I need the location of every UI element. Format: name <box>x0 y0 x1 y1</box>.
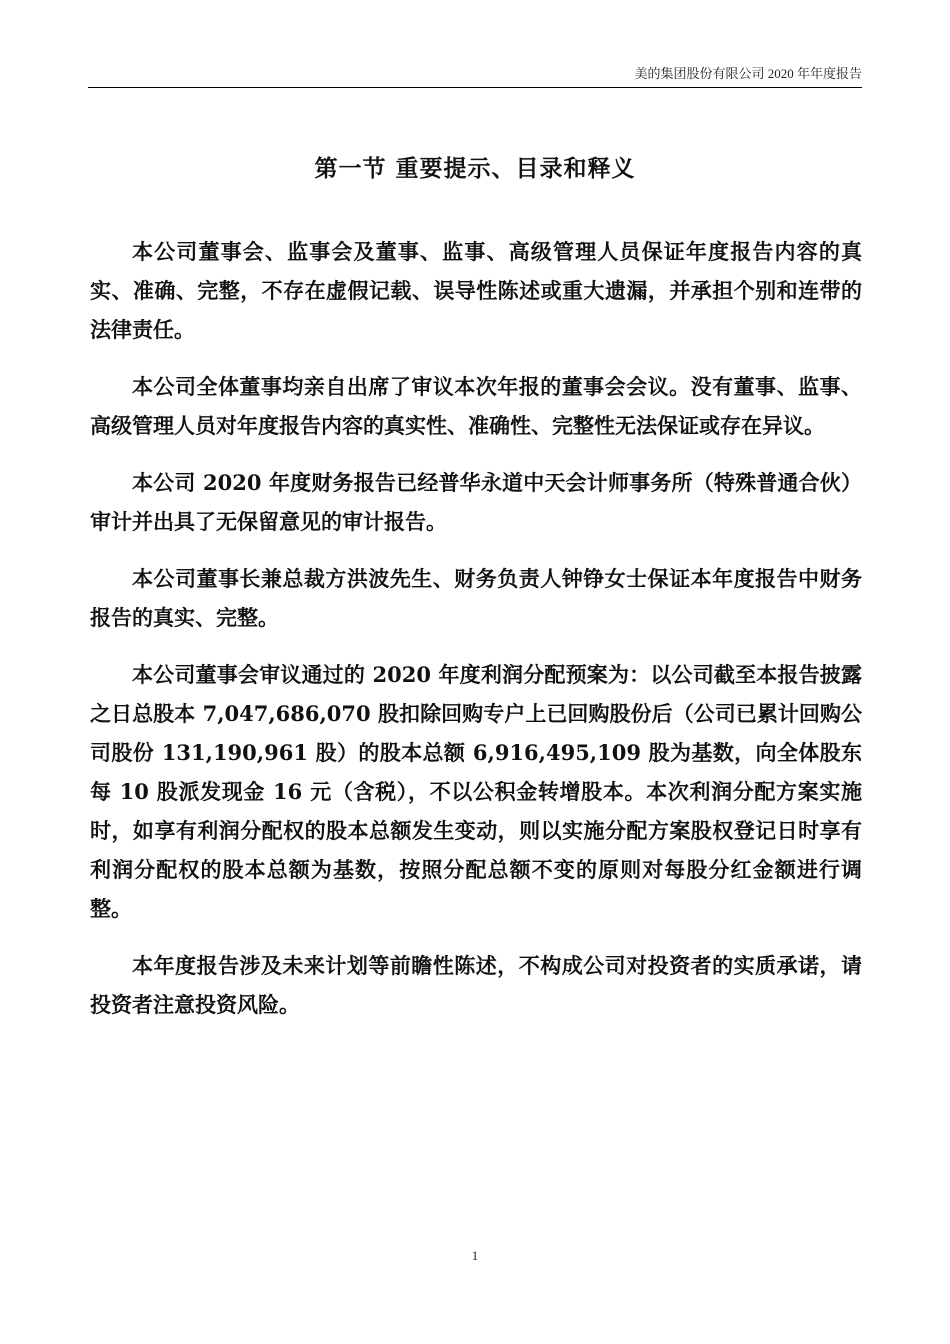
running-header: 美的集团股份有限公司 2020 年年度报告 <box>634 66 862 81</box>
paragraph-audit-opinion: 本公司 2020 年度财务报告已经普华永道中天会计师事务所（特殊普通合伙）审计并出具了无保留意见的审计报告。 <box>90 470 862 534</box>
paragraph-board-attendance: 本公司全体董事均亲自出席了审议本次年报的董事会会议。没有董事、监事、高级管理人员对年度报告内容的真实性、准确性、完整性无法保证或存在异议。 <box>90 374 862 438</box>
header-divider <box>88 87 862 88</box>
section-title: 第一节 重要提示、目录和释义 <box>314 155 636 182</box>
paragraph-profit-distribution: 本公司董事会审议通过的 2020 年度利润分配预案为：以公司截至本报告披露之日总股本 7,047,686,070 股扣除回购专户上已回购股份后（公司已累计回购公司股份 131,190,961 股）的股本总额 6,916,495,109 股为基数，向全体股东每 10 股派发现金 16 元（含税），不以公积金转增股本。本次利润分配方案实施时，如享有利润分配权的股本总额发生变动，则以实施分配方案股权登记日时享有利润分配权的股本总额为基数，按照分配总额不变的原则对每股分红金额进行调整。 <box>90 662 862 921</box>
paragraph-forward-looking: 本年度报告涉及未来计划等前瞻性陈述，不构成公司对投资者的实质承诺，请投资者注意投资风险。 <box>90 953 862 1017</box>
page-number: 1 <box>471 1248 479 1263</box>
body-text <box>90 232 862 1042</box>
paragraph-financial-guarantee: 本公司董事长兼总裁方洪波先生、财务负责人钟铮女士保证本年度报告中财务报告的真实、完整。 <box>90 566 862 630</box>
paragraph-responsibility-statement: 本公司董事会、监事会及董事、监事、高级管理人员保证年度报告内容的真实、准确、完整，不存在虚假记载、误导性陈述或重大遗漏，并承担个别和连带的法律责任。 <box>90 239 862 342</box>
